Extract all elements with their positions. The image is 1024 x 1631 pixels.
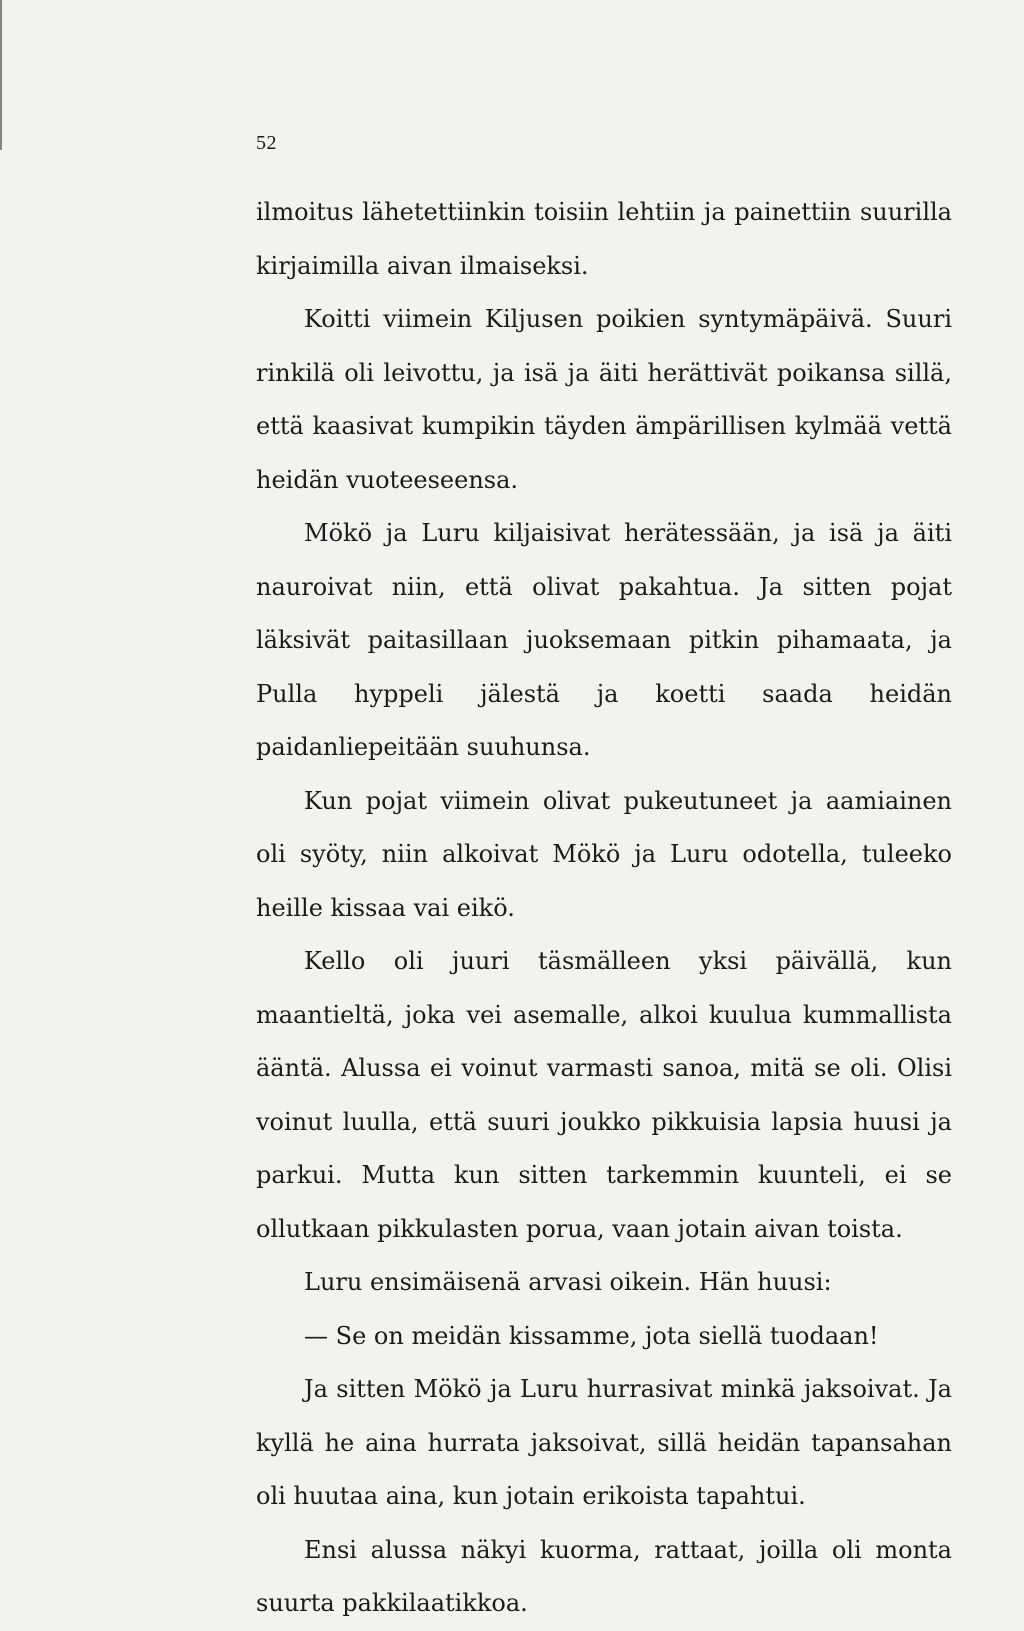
paragraph: Ja sitten Mökö ja Luru hurrasivat minkä jaksoivat. Ja kyllä he aina hurrata jaksoivat, sillä heidän tapansahan oli huutaa aina, kun jotain erikoista tapahtui.: [256, 1375, 952, 1510]
paragraph: ilmoitus lähetettiinkin toisiin lehtiin ja painettiin suurilla kirjaimilla aivan ilmaiseksi.: [256, 198, 952, 280]
paragraph: Mökö ja Luru kiljaisivat herätessään, ja isä ja äiti nauroivat niin, että olivat pakahtua. Ja sitten pojat läksivät paitasillaan juoksemaan pitkin pihamaata, ja Pulla hyppeli jälestä ja koetti saada heidän paidanliepeitään suuhunsa.: [256, 519, 952, 761]
dialogue-line: — Se on meidän kissamme, jota siellä tuodaan!: [304, 1321, 879, 1350]
paragraph: Ensi alussa näkyi kuorma, rattaat, joilla oli monta suurta pakkilaatikkoa.: [256, 1535, 952, 1617]
paragraph: Koitti viimein Kiljusen poikien syntymäpäivä. Suuri rinkilä oli leivottu, ja isä ja äiti herättivät poikansa sillä, että kaasivat kumpikin täyden ämpärillisen kylmää vettä heidän vuoteeseensa.: [256, 305, 952, 494]
scan-edge-shadow: [0, 0, 6, 150]
paragraph: Kello oli juuri täsmälleen yksi päivällä, kun maantieltä, joka vei asemalle, alkoi kuulua kummallista ääntä. Alussa ei voinut varmasti sanoa, mitä se oli. Olisi voinut luulla, että suuri joukko pikkuisia lapsia huusi ja parkui. Mutta kun sitten tarkemmin kuunteli, ei se ollutkaan pikkulasten porua, vaan jotain aivan toista.: [256, 947, 952, 1243]
page-number: 52: [256, 132, 277, 154]
paragraph: Luru ensimäisenä arvasi oikein. Hän huusi:: [304, 1268, 832, 1296]
paragraph: Kun pojat viimein olivat pukeutuneet ja aamiainen oli syöty, niin alkoivat Mökö ja Luru odotella, tuleeko heille kissaa vai eikö.: [256, 786, 952, 922]
text-body: [256, 186, 952, 1631]
